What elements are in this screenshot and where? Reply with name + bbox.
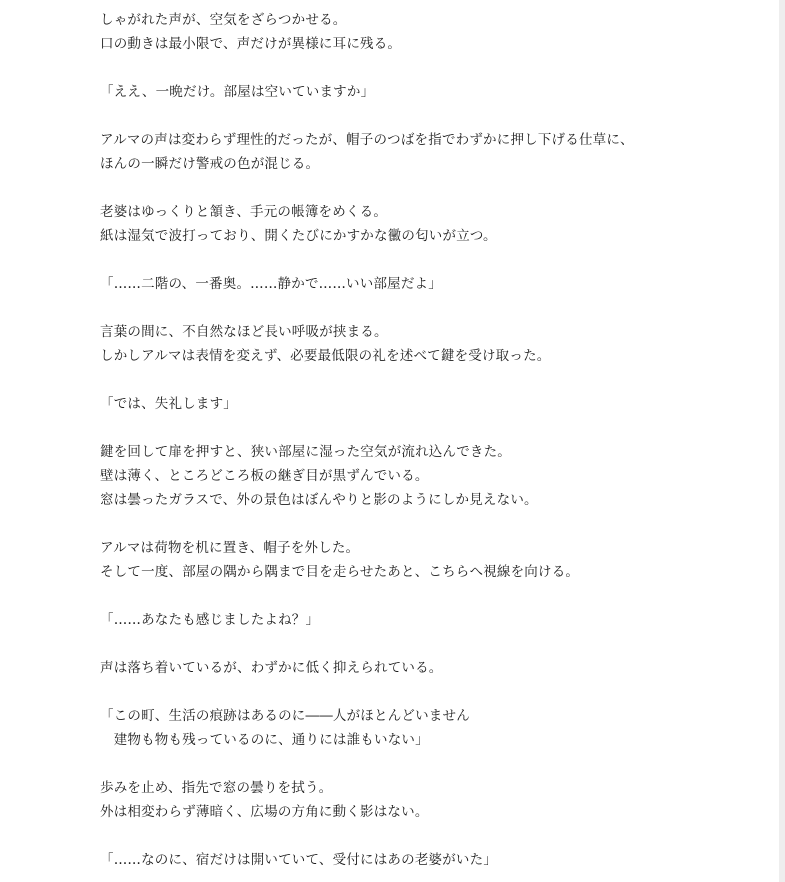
paragraph-gap bbox=[100, 512, 760, 536]
text-line: しゃがれた声が、空気をざらつかせる。 bbox=[100, 12, 347, 28]
text-line: 壁は薄く、ところどころ板の継ぎ目が黒ずんでいる。 bbox=[100, 468, 429, 484]
paragraph-gap bbox=[100, 584, 760, 608]
text-line: ほんの一瞬だけ警戒の色が混じる。 bbox=[100, 156, 320, 172]
paragraph-gap bbox=[100, 416, 760, 440]
paragraph-gap bbox=[100, 104, 760, 128]
text-line: 鍵を回して扉を押すと、狭い部屋に湿った空気が流れ込んできた。 bbox=[100, 444, 511, 460]
text-line: アルマの声は変わらず理性的だったが、帽子のつばを指でわずかに押し下げる仕草に、 bbox=[100, 132, 634, 148]
text-line: 老婆はゆっくりと頷き、手元の帳簿をめくる。 bbox=[100, 204, 388, 220]
text-line: 「……なのに、宿だけは開いていて、受付にはあの老婆がいた」 bbox=[100, 852, 498, 868]
paragraph-gap bbox=[100, 824, 760, 848]
text-line: 「ええ、一晩だけ。部屋は空いていますか」 bbox=[100, 84, 375, 100]
text-line: 建物も物も残っているのに、通りには誰もいない」 bbox=[100, 732, 429, 748]
text-line: しかしアルマは表情を変えず、必要最低限の礼を述べて鍵を受け取った。 bbox=[100, 348, 551, 364]
text-line: 「……あなたも感じましたよね？」 bbox=[100, 612, 320, 628]
paragraph-gap bbox=[100, 680, 760, 704]
text-line: 紙は湿気で波打っており、開くたびにかすかな黴の匂いが立つ。 bbox=[100, 228, 497, 244]
text-line: 歩みを止め、指先で窓の曇りを拭う。 bbox=[100, 780, 333, 796]
text-line: 口の動きは最小限で、声だけが異様に耳に残る。 bbox=[100, 36, 402, 52]
paragraph-gap bbox=[100, 632, 760, 656]
text-line: 「では、失礼します」 bbox=[100, 396, 237, 412]
story-text bbox=[100, 8, 760, 872]
paragraph-gap bbox=[100, 368, 760, 392]
paragraph-gap bbox=[100, 296, 760, 320]
paragraph-gap bbox=[100, 176, 760, 200]
text-line: 「……二階の、一番奥。……静かで……いい部屋だよ」 bbox=[100, 276, 442, 292]
text-line: そして一度、部屋の隅から隅まで目を走らせたあと、こちらへ視線を向ける。 bbox=[100, 564, 580, 580]
scrollbar[interactable] bbox=[779, 0, 785, 882]
text-line: 「この町、生活の痕跡はあるのに――人がほとんどいません bbox=[100, 708, 470, 724]
text-line: アルマは荷物を机に置き、帽子を外した。 bbox=[100, 540, 360, 556]
text-line: 窓は曇ったガラスで、外の景色はぼんやりと影のようにしか見えない。 bbox=[100, 492, 538, 508]
text-line: 外は相変わらず薄暗く、広場の方角に動く影はない。 bbox=[100, 804, 429, 820]
paragraph-gap bbox=[100, 752, 760, 776]
text-line: 声は落ち着いているが、わずかに低く抑えられている。 bbox=[100, 660, 443, 676]
text-line: 言葉の間に、不自然なほど長い呼吸が挟まる。 bbox=[100, 324, 388, 340]
paragraph-gap bbox=[100, 56, 760, 80]
paragraph-gap bbox=[100, 248, 760, 272]
